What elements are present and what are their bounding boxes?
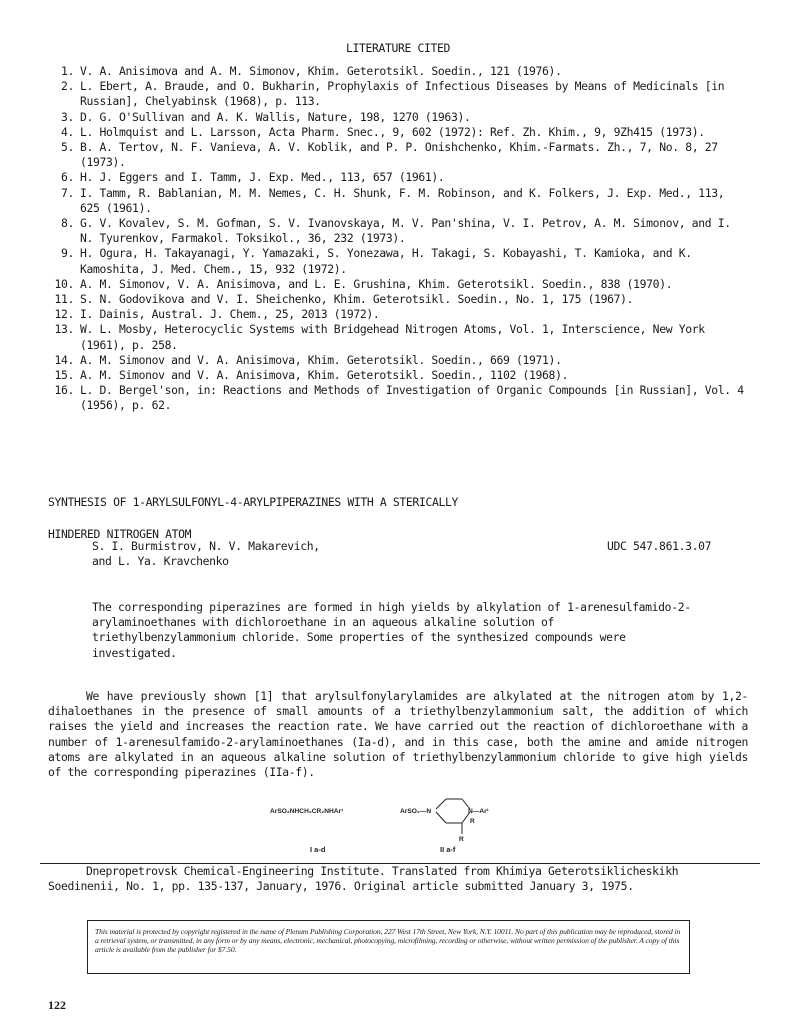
reference-number: 9.	[60, 246, 74, 261]
reference-number: 8.	[60, 216, 74, 231]
reference-text: H. Ogura, H. Takayanagi, Y. Yamazaki, S. Yonezawa, H. Takagi, S. Kobayashi, T. Kamioka, and K. Kamoshita, J. Med. Chem., 15, 932 (1972).	[80, 246, 692, 276]
reference-item	[50, 110, 750, 125]
reference-text: V. A. Anisimova and A. M. Simonov, Khim. Geterotsikl. Soedin., 121 (1976).	[80, 64, 562, 78]
piperazine-ring	[436, 799, 470, 834]
reference-number: 10.	[54, 276, 74, 291]
ring-r-bottom: R	[459, 836, 464, 843]
reference-item	[50, 140, 750, 170]
label-i: I a-d	[310, 845, 326, 854]
reference-item	[50, 216, 750, 246]
reference-number: 4.	[60, 124, 74, 139]
reference-text: L. Ebert, A. Braude, and O. Bukharin, Prophylaxis of Infectious Diseases by Means of Medicinals [in Russian], Chelyabinsk (1968), p. 113.	[80, 79, 725, 109]
reference-item	[50, 64, 750, 79]
reference-text: A. M. Simonov, V. A. Anisimova, and L. E. Grushina, Khim. Geterotsikl. Soedin., 838 (1970).	[80, 276, 673, 291]
ring-right-substituent: N—Ar¹	[468, 808, 489, 815]
authors-line-2: and L. Ya. Kravchenko	[92, 554, 229, 569]
reference-item	[50, 368, 750, 383]
formula-i: ArSO₂NHCH₂CR₂NHAr¹	[270, 808, 344, 815]
reference-text: L. Holmquist and L. Larsson, Acta Pharm. Snec., 9, 602 (1972): Ref. Zh. Khim., 9, 9Zh415 (1973).	[80, 124, 705, 139]
article-title-line-1: SYNTHESIS OF 1-ARYLSULFONYL-4-ARYLPIPERAZINES WITH A STERICALLY	[48, 495, 458, 509]
reference-item	[50, 170, 750, 185]
reference-number: 12.	[54, 307, 74, 322]
reference-text: W. L. Mosby, Heterocyclic Systems with Bridgehead Nitrogen Atoms, Vol. 1, Interscience, New York (1961), p. 258.	[80, 322, 705, 352]
reference-item	[50, 353, 750, 368]
reference-number: 16.	[54, 383, 74, 398]
reference-item	[50, 79, 750, 109]
reference-item	[50, 383, 750, 413]
reference-text: B. A. Tertov, N. F. Vanieva, A. V. Koblik, and P. P. Onishchenko, Khim.-Farmats. Zh., 7, No. 8, 27 (1973).	[80, 140, 718, 170]
reference-number: 6.	[60, 170, 74, 185]
reference-text: S. N. Godovikova and V. I. Sheichenko, Khim. Geterotsikl. Soedin., No. 1, 175 (1967).	[80, 292, 634, 307]
reference-text: G. V. Kovalev, S. M. Gofman, S. V. Ivanovskaya, M. V. Pan'shina, V. I. Petrov, A. M. Simonov, and I. N. Tyurenkov, Farmakol. Toksikol., 36, 232 (1973).	[80, 216, 731, 246]
reference-number: 2.	[60, 79, 74, 94]
udc-code: UDC 547.861.3.07	[607, 539, 712, 553]
authors	[92, 539, 422, 569]
abstract: The corresponding piperazines are formed in high yields by alkylation of 1-arenesulfamido-2-arylaminoethanes with dichloroethane in an aqueous alkaline solution of triethylbenzylammonium chloride. Some properties of the synthesized compounds were investigated.	[92, 600, 691, 660]
literature-cited-heading: LITERATURE CITED	[345, 41, 451, 55]
page-number: 122	[48, 998, 66, 1012]
reference-number: 3.	[60, 109, 74, 124]
reference-text: I. Tamm, R. Bablanian, M. M. Nemes, C. H. Shunk, F. M. Robinson, and K. Folkers, J. Exp. Med., 113, 625 (1961).	[80, 185, 725, 215]
body-paragraph: We have previously shown [1] that arylsulfonylarylamides are alkylated at the nitrogen atom by 1,2-dihaloethanes in the presence of small amounts of a triethylbenzylammonium salt, the addition of which raises the yield and increases the reaction rate. We have carried out the reaction of dichloroethane with a number of 1-arenesulfamido-2-arylaminoethanes (Ia-d), and in this case, both the amine and amide nitrogen atoms are alkylated in an aqueous alkaline solution of triethylbenzylammonium chloride to give high yields of the corresponding piperazines (IIa-f).	[48, 689, 748, 780]
reference-text: I. Dainis, Austral. J. Chem., 25, 2013 (1972).	[80, 307, 380, 322]
reference-item	[50, 307, 750, 322]
reference-item	[50, 322, 750, 352]
ring-left-substituent: ArSO₂—N	[400, 808, 432, 815]
reference-item	[50, 246, 750, 276]
reference-text: A. M. Simonov and V. A. Anisimova, Khim. Geterotsikl. Soedin., 1102 (1968).	[80, 368, 569, 383]
chemical-structures	[270, 790, 530, 860]
reference-number: 5.	[60, 140, 74, 155]
reference-item	[50, 292, 750, 307]
reference-text: D. G. O'Sullivan and A. K. Wallis, Nature, 198, 1270 (1963).	[80, 109, 471, 124]
reference-number: 11.	[54, 292, 74, 307]
reference-text: H. J. Eggers and I. Tamm, J. Exp. Med., 113, 657 (1961).	[80, 170, 445, 185]
reference-item	[50, 125, 750, 140]
reference-list	[50, 64, 750, 414]
reference-number: 14.	[54, 352, 74, 367]
affiliation-footnote	[48, 864, 748, 894]
authors-line-1: S. I. Burmistrov, N. V. Makarevich,	[92, 539, 320, 553]
affiliation-text: Dnepropetrovsk Chemical-Engineering Institute. Translated from Khimiya Geterotsiklicheskikh Soedinenii, No. 1, pp. 135-137, January, 1976. Original article submitted January 3, 1975.	[48, 864, 679, 894]
reference-number: 7.	[60, 185, 74, 200]
reference-item	[50, 277, 750, 292]
body-text	[48, 689, 748, 780]
reference-number: 13.	[54, 322, 74, 337]
ring-r-right: R	[470, 818, 475, 825]
label-ii: II a-f	[440, 845, 456, 854]
reference-number: 1.	[60, 64, 74, 78]
article-title-line-2: HINDERED NITROGEN ATOM	[48, 527, 192, 541]
reference-number: 15.	[54, 368, 74, 383]
copyright-notice: This material is protected by copyright registered in the name of Plenum Publishing Corporation, 227 West 17th Street, New York, N.Y. 10011. No part of this publication may be reproduced, stored in a retrieval system, or transmitted, in any form or by any means, electronic, mechanical, photocopying, microfilming, recording or otherwise, without written permission of the publisher. A copy of this article is available from the publisher for $7.50.	[87, 920, 690, 974]
reference-text: A. M. Simonov and V. A. Anisimova, Khim. Geterotsikl. Soedin., 669 (1971).	[80, 352, 562, 367]
reference-text: L. D. Bergel'son, in: Reactions and Methods of Investigation of Organic Compounds [in Russian], Vol. 4 (1956), p. 62.	[80, 383, 744, 413]
reference-item	[50, 186, 750, 216]
